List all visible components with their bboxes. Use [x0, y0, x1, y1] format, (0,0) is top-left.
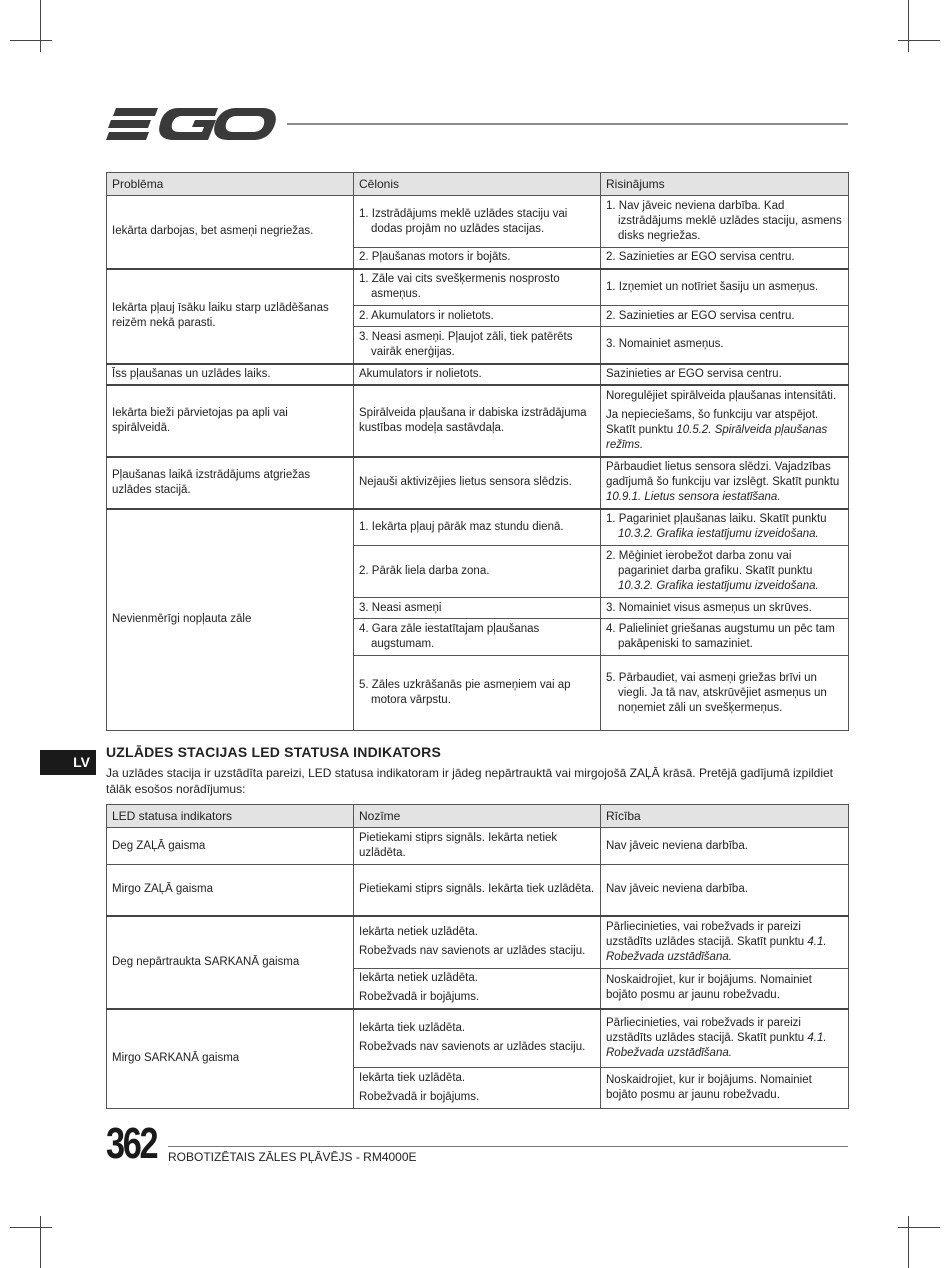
- table-row: [107, 364, 849, 385]
- cause-cell: 2. Pārāk liela darba zona.: [354, 546, 601, 598]
- solution-cell: Sazinieties ar EGO servisa centru.: [601, 364, 849, 385]
- ego-logo: [106, 104, 276, 144]
- problem-cell: Īss pļaušanas un uzlādes laiks.: [107, 364, 354, 385]
- cause-cell: 3. Neasi asmeņi. Pļaujot zāli, tiek patērēts vairāk enerģijas.: [354, 327, 601, 364]
- table-header-row: [107, 173, 849, 196]
- footer-text: ROBOTIZĒTAIS ZĀLES PĻĀVĒJS - RM4000E: [168, 1150, 417, 1164]
- section-reference: 4.1. Robežvada uzstādīšana.: [606, 1031, 827, 1059]
- action-cell: Pārliecinieties, vai robežvads ir pareizi uzstādīts uzlādes stacijā. Skatīt punktu 4.1. Robežvada uzstādīšana.: [601, 916, 849, 969]
- solution-cell: Pārbaudiet lietus sensora slēdzi. Vajadzības gadījumā šo funkciju var izslēgt. Skatīt punktu 10.9.1. Lietus sensora iestatīšana.: [601, 457, 849, 509]
- indicator-cell: Deg ZAĻĀ gaisma: [107, 828, 354, 865]
- meaning-text: Iekārta netiek uzlādēta.: [359, 926, 478, 939]
- meaning-text: Iekārta netiek uzlādēta.: [359, 972, 478, 985]
- page-number: 362: [106, 1119, 157, 1168]
- cause-cell: 3. Neasi asmeņi: [354, 598, 601, 619]
- solution-cell: 1. Izņemiet un notīriet šasiju un asmeņus.: [601, 269, 849, 306]
- action-cell: Pārliecinieties, vai robežvads ir pareizi uzstādīts uzlādes stacijā. Skatīt punktu 4.1. Robežvada uzstādīšana.: [601, 1009, 849, 1068]
- solution-cell: [601, 385, 849, 457]
- solution-cell: 1. Nav jāveic neviena darbība. Kad izstrādājums meklē uzlādes staciju, asmens disks negriežas.: [601, 196, 849, 248]
- indicator-cell: Deg nepārtraukta SARKANĀ gaisma: [107, 916, 354, 1009]
- action-cell: Noskaidrojiet, kur ir bojājums. Nomainiet bojāto posmu ar jaunu robežvadu.: [601, 969, 849, 1009]
- table-row: [107, 865, 849, 916]
- solution-cell: 3. Nomainiet asmeņus.: [601, 327, 849, 364]
- section-reference: 10.3.2. Grafika iestatījumu izveidošana.: [618, 528, 819, 541]
- crop-mark: [908, 0, 909, 52]
- section-reference: 10.9.1. Lietus sensora iestatīšana.: [606, 491, 781, 503]
- table-header-row: [107, 805, 849, 828]
- section-reference: 10.3.2. Grafika iestatījumu izveidošana.: [618, 580, 819, 592]
- meaning-cell: Pietiekami stiprs signāls. Iekārta netiek uzlādēta.: [354, 828, 601, 865]
- solution-cell: 2. Mēģiniet ierobežot darba zonu vai pagariniet darba grafiku. Skatīt punktu 10.3.2. Grafika iestatījumu izveidošana.: [601, 546, 849, 598]
- crop-mark: [898, 1227, 940, 1228]
- crop-mark: [10, 1227, 52, 1228]
- problem-cell: Iekārta bieži pārvietojas pa apli vai spirālveidā.: [107, 385, 354, 457]
- crop-mark: [908, 1216, 909, 1268]
- meaning-cell: [354, 916, 601, 969]
- table-row: [107, 196, 849, 248]
- cause-cell: 4. Gara zāle iestatītajam pļaušanas augstumam.: [354, 619, 601, 656]
- indicator-cell: Mirgo SARKANĀ gaisma: [107, 1009, 354, 1109]
- solution-cell: 2. Sazinieties ar EGO servisa centru.: [601, 306, 849, 327]
- column-header-problem: Problēma: [107, 173, 354, 196]
- table-row: [107, 916, 849, 969]
- column-header-action: Rīcība: [601, 805, 849, 828]
- problem-cell: Pļaušanas laikā izstrādājums atgriežas uzlādes stacijā.: [107, 457, 354, 509]
- crop-mark: [10, 40, 52, 41]
- solution-cell: 5. Pārbaudiet, vai asmeņi griežas brīvi un viegli. Ja tā nav, atskrūvējiet asmeņus un noņemiet zāli un svešķermeņus.: [601, 656, 849, 731]
- action-cell: Nav jāveic neviena darbība.: [601, 828, 849, 865]
- crop-mark: [40, 0, 41, 52]
- column-header-solution: Risinājums: [601, 173, 849, 196]
- table-row: [107, 1009, 849, 1068]
- action-cell: Noskaidrojiet, kur ir bojājums. Nomainiet bojāto posmu ar jaunu robežvadu.: [601, 1068, 849, 1109]
- problem-cell: Nevienmērīgi nopļauta zāle: [107, 509, 354, 731]
- meaning-text: Robežvads nav savienots ar uzlādes staciju.: [359, 1041, 586, 1054]
- cause-cell: 1. Iekārta pļauj pārāk maz stundu dienā.: [354, 509, 601, 546]
- meaning-text: Robežvadā ir bojājums.: [359, 1091, 480, 1103]
- cause-cell: 2. Pļaušanas motors ir bojāts.: [354, 248, 601, 269]
- cause-cell: 1. Izstrādājums meklē uzlādes staciju vai dodas projām no uzlādes stacijas.: [354, 196, 601, 248]
- meaning-cell: [354, 1068, 601, 1109]
- troubleshooting-table: [106, 172, 849, 731]
- solution-cell: 1. Pagariniet pļaušanas laiku. Skatīt punktu 10.3.2. Grafika iestatījumu izveidošana.: [601, 509, 849, 546]
- cause-cell: Akumulators ir nolietots.: [354, 364, 601, 385]
- meaning-text: Robežvads nav savienots ar uzlādes staciju.: [359, 945, 586, 958]
- solution-cell: 3. Nomainiet visus asmeņus un skrūves.: [601, 598, 849, 619]
- cause-cell: Spirālveida pļaušana ir dabiska izstrādājuma kustības modeļa sastāvdaļa.: [354, 385, 601, 457]
- meaning-cell: Pietiekami stiprs signāls. Iekārta tiek uzlādēta.: [354, 865, 601, 916]
- section-reference: 10.5.2. Spirālveida pļaušanas režīms.: [606, 423, 828, 451]
- meaning-text: Iekārta tiek uzlādēta.: [359, 1022, 466, 1035]
- section-title: UZLĀDES STACIJAS LED STATUSA INDIKATORS: [106, 744, 441, 760]
- solution-text: Ja nepieciešams, šo funkciju var atspējot. Skatīt punktu 10.5.2. Spirālveida pļaušanas režīms.: [606, 408, 828, 451]
- table-row: [107, 509, 849, 546]
- solution-cell: 2. Sazinieties ar EGO servisa centru.: [601, 248, 849, 269]
- solution-text: Noregulējiet spirālveida pļaušanas intensitāti.: [606, 389, 837, 402]
- meaning-cell: [354, 1009, 601, 1068]
- section-reference: 4.1. Robežvada uzstādīšana.: [606, 935, 827, 963]
- crop-mark: [898, 40, 940, 41]
- solution-cell: 4. Palieliniet griešanas augstumu un pēc tam pakāpeniski to samaziniet.: [601, 619, 849, 656]
- cause-cell: Nejauši aktivizējies lietus sensora slēdzis.: [354, 457, 601, 509]
- column-header-cause: Cēlonis: [354, 173, 601, 196]
- crop-mark: [40, 1216, 41, 1268]
- column-header-meaning: Nozīme: [354, 805, 601, 828]
- action-cell: Nav jāveic neviena darbība.: [601, 865, 849, 916]
- indicator-cell: Mirgo ZAĻĀ gaisma: [107, 865, 354, 916]
- cause-cell: 2. Akumulators ir nolietots.: [354, 306, 601, 327]
- header-rule: [287, 123, 848, 125]
- table-row: [107, 457, 849, 509]
- column-header-indicator: LED statusa indikators: [107, 805, 354, 828]
- problem-cell: Iekārta pļauj īsāku laiku starp uzlādēšanas reizēm nekā parasti.: [107, 269, 354, 364]
- footer-rule: [168, 1146, 848, 1147]
- language-tab: LV: [40, 750, 96, 775]
- led-status-table: [106, 804, 849, 1109]
- meaning-text: Robežvadā ir bojājums.: [359, 991, 480, 1004]
- table-row: [107, 385, 849, 457]
- cause-cell: 5. Zāles uzkrāšanās pie asmeņiem vai ap motora vārpstu.: [354, 656, 601, 731]
- problem-cell: Iekārta darbojas, bet asmeņi negriežas.: [107, 196, 354, 269]
- table-row: [107, 269, 849, 306]
- table-row: [107, 828, 849, 865]
- section-intro: Ja uzlādes stacija ir uzstādīta pareizi, LED statusa indikatoram ir jādeg nepārtrauktā vai mirgojošā ZAĻĀ krāsā. Pretējā gadījumā izpildiet tālāk esošos norādījumus:: [106, 766, 834, 796]
- meaning-text: Iekārta tiek uzlādēta.: [359, 1072, 466, 1084]
- meaning-cell: [354, 969, 601, 1009]
- cause-cell: 1. Zāle vai cits svešķermenis nosprosto asmeņus.: [354, 269, 601, 306]
